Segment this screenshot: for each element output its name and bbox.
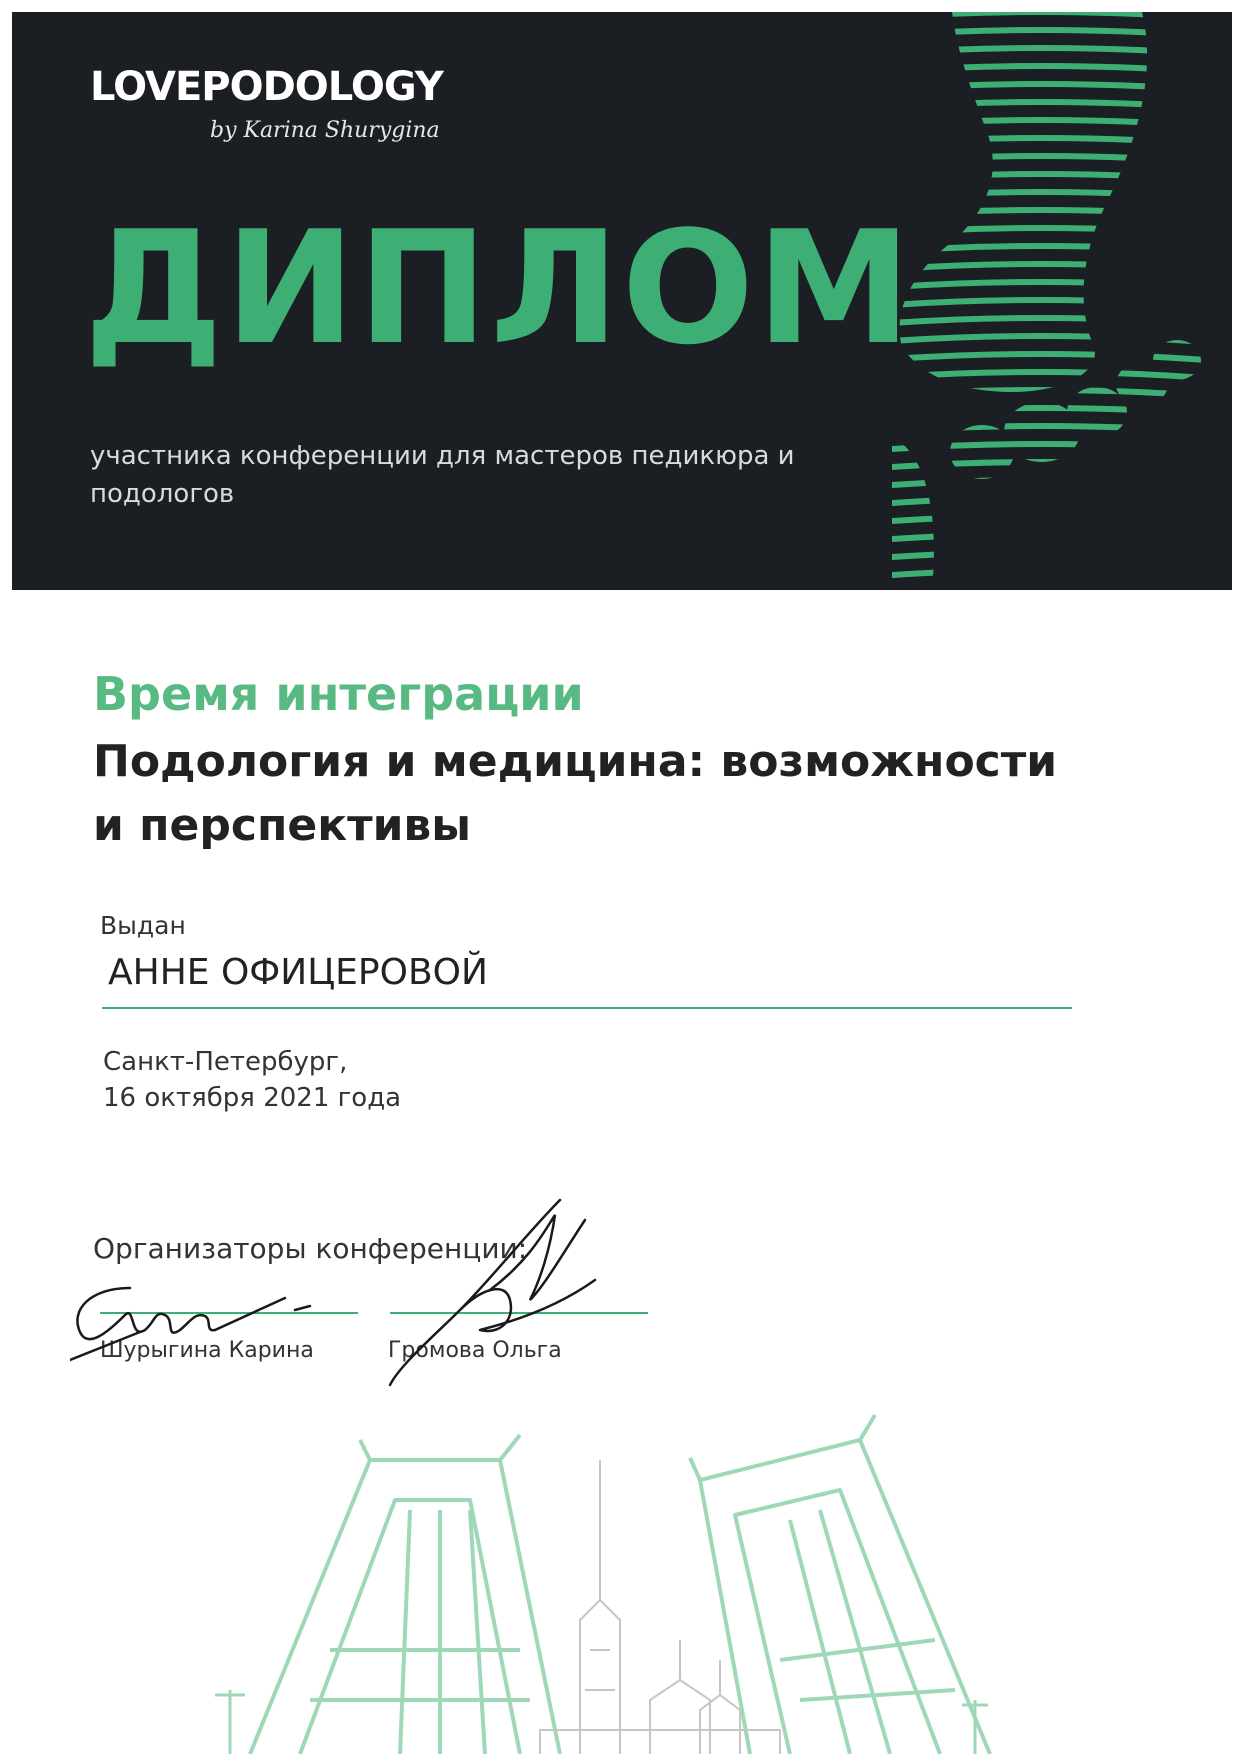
organizer-name-2: Громова Ольга <box>388 1338 562 1363</box>
certificate-title: ДИПЛОМ <box>84 197 914 379</box>
brand-logo <box>90 64 450 154</box>
event-title: Подология и медицина: возможности и перспективы <box>93 736 1058 851</box>
logo-wordmark: LOVEPODOLOGY <box>90 64 443 110</box>
signature-2 <box>380 1190 620 1390</box>
organizer-name-1: Шурыгина Карина <box>100 1338 314 1363</box>
signature-1 <box>70 1270 330 1370</box>
place-date: Санкт-Петербург, 16 октября 2021 года <box>103 1047 402 1113</box>
certificate-subtitle: участника конференции для мастеров педикюра и подологов <box>90 441 795 509</box>
organizers-label: Организаторы конференции: <box>93 1232 528 1265</box>
issued-label: Выдан <box>100 911 186 940</box>
event-label: Время интеграции <box>93 667 584 721</box>
striped-foot-icon <box>892 12 1232 590</box>
logo-subtitle: by Karina Shurygina <box>210 118 440 143</box>
recipient-name: АННЕ ОФИЦЕРОВОЙ <box>108 952 488 993</box>
city-bridge-illustration <box>0 1400 1240 1754</box>
header-banner <box>12 12 1232 590</box>
recipient-underline <box>102 1007 1072 1009</box>
